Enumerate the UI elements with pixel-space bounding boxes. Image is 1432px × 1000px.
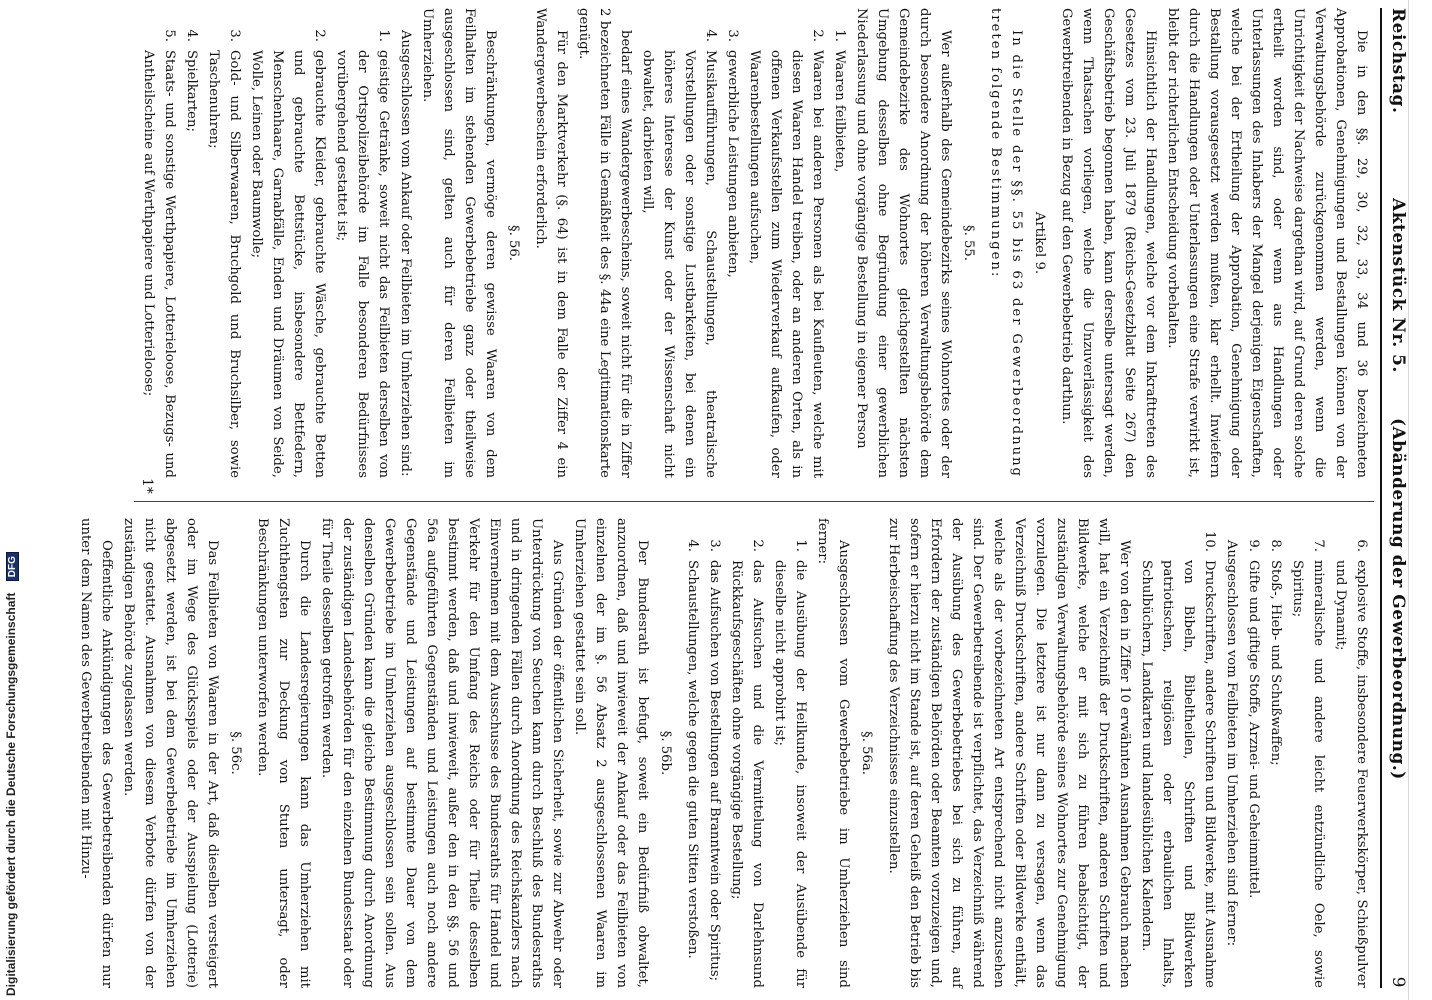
list-item-text: das Aufsuchen und die Vermittelung von Darlehnsund Rückkaufsgeschäften ohne vorgängige Bestellung; xyxy=(729,560,765,988)
running-head-title: Reichstag. xyxy=(1388,8,1408,114)
section-heading: §. 56. xyxy=(506,225,521,261)
list-item-number: 5. xyxy=(162,29,177,42)
numbered-list-item xyxy=(704,518,725,988)
body-paragraph: Wer von den in Ziffer 10 erwähnten Ausnahmen Gebrauch machen will, hat ein Verzeichniß der Druckschriften, anderen Schriften und Bildwerke, welche er mit sich zu führen beabsichtigt, der zuständigen Verwaltungsbehörde seines Wohnortes zur Genehmigung vorzulegen. Die letztere ist nur dann zu versagen, wenn das Verzeichniß Druckschriften, andere Schriften oder Bildwerke enthält, welche als der vorbezeichneten Art entsprechend nicht anzusehen sind. Der Gewerbetreibende ist verpflichtet, das Verzeichniß während der Ausübung des Gewerbebetriebes bei sich zu führen, auf Erfordern der zuständigen Behörden oder Beamten vorzuzeigen und, sofern er hierzu nicht im Stande ist, auf deren Geheiß den Betrieb bis zur Herbeischaffung des Verzeichnisses einzustellen. xyxy=(886,518,1132,988)
section-heading: §. 55. xyxy=(961,225,976,261)
numbered-list-item xyxy=(1136,518,1220,988)
scan-edge xyxy=(1408,0,1432,1000)
list-item-text: die Ausübung der Heilkunde, insoweit der Ausübende für dieselbe nicht approbirt ist; xyxy=(772,560,808,988)
running-head xyxy=(1382,8,1410,988)
list-item-text: Druckschriften, andere Schriften und Bildwerke, mit Ausnahme von Bibeln, Bibeltheilen, Schriften und Bildwerken patriotischen, religiösen oder erbaulichen Inhalts, Schulbüchern, Landkarten und landesüblichen Kalendern. xyxy=(1139,560,1217,988)
digitisation-credit xyxy=(4,16,19,996)
numbered-list-item xyxy=(181,8,202,478)
list-item-text: geistige Getränke, soweit nicht das Feilbieten derselben von der Ortspolizeibehörde im Falle besonderen Bedürfnisses vorübergehend gestattet ist; xyxy=(334,50,391,478)
page-number: 9 xyxy=(1388,976,1408,988)
body-paragraph: Ausgeschlossen vom Gewerbebetriebe im Umherziehen sind ferner: xyxy=(815,518,851,988)
list-item-text: Musikaufführungen, Schaustellungen, theatralische Vorstellungen oder sonstige Lustbarkeiten, bei denen ein höheres Interesse der Kunst oder der Wissenschaft nicht obwaltet, darbieten will, xyxy=(640,50,718,478)
body-paragraph: Ausgeschlossen vom Feilbieten im Umherziehen sind ferner: xyxy=(1224,540,1239,947)
list-item-number: 1. xyxy=(376,29,391,42)
list-item-number: 4. xyxy=(685,539,700,552)
list-item-text: Gifte und giftige Stoffe, Arznei- und Geheimmittel. xyxy=(1246,560,1261,899)
list-item-text: Stoß-, Hieb- und Schußwaffen; xyxy=(1268,560,1283,766)
body-paragraph: Oeffentliche Ankündigungen des Gewerbetreibenden dürfen nur unter dem Namen des Gewerbetreibenden mit Hinzu- xyxy=(78,518,114,988)
text-column-right xyxy=(78,518,1372,988)
numbered-list-item xyxy=(726,518,768,988)
list-item-text: mineralische und andere leicht entzündliche Oele, sowie Spiritus; xyxy=(1290,560,1326,988)
body-paragraph: Für den Marktverkehr (§. 64) ist in dem Falle der Ziffer 4 ein Wandergewerbeschein erforderlich. xyxy=(533,8,569,478)
running-head-subject: (Abänderung der Gewerbeordnung.) xyxy=(1388,418,1408,780)
header-rule xyxy=(1380,8,1382,988)
numbered-list-item xyxy=(1265,518,1286,988)
list-item-text: explosive Stoffe, insbesondere Feuerwerkskörper, Schießpulver und Dynamit; xyxy=(1333,560,1369,988)
numbered-list-item xyxy=(331,8,394,478)
text-column-left xyxy=(122,8,1372,478)
numbered-list-item xyxy=(138,8,180,478)
list-item-number: 2. xyxy=(750,539,765,552)
list-item-number: 2. xyxy=(810,29,825,42)
list-item-number: 6. xyxy=(1354,539,1369,552)
column-divider xyxy=(134,501,1374,502)
list-item-number: 3. xyxy=(227,29,242,42)
numbered-list-item xyxy=(203,8,245,478)
list-item-text: Staats- und sonstige Werthpapiere, Lotterieloose, Bezugs- und Antheilscheine auf Werthpapiere und Lotterieloose; xyxy=(141,50,177,478)
numbered-list-item xyxy=(1287,518,1329,988)
body-paragraph: Das Feilbieten von Waaren in der Art, daß dieselben versteigert oder im Wege des Glücksspiels oder der Ausspielung (Lotterie) abgesetzt werden, ist bei dem Gewerbebetriebe im Umherziehen nicht gestattet. Ausnahmen von diesem Verbote dürfen von der zuständigen Behörde zugelassen werden. xyxy=(121,518,220,988)
numbered-list-item xyxy=(637,8,721,478)
list-item-number: 3. xyxy=(707,539,722,552)
list-item-text: gewerbliche Leistungen anbieten, xyxy=(725,50,740,278)
numbered-list-item xyxy=(682,518,703,988)
list-item-number: 3. xyxy=(725,29,740,42)
numbered-list-item xyxy=(829,8,850,478)
dfg-logo: DFG xyxy=(6,552,19,581)
body-paragraph: Hinsichtlich der Handlungen, welche vor dem Inkrafttreten des Gesetzes vom 23. Juli 1879 (Reichs-Gesetzblatt Seite 267) den Geschäftsbetrieb begonnen haben, kann derselbe untersagt werden, wenn Thatsachen vorliegen, welche die Unzuverlässigkeit des Gewerbtreibenden in Bezug auf den Gewerbebetrieb darthun. xyxy=(1059,8,1158,478)
list-item-number: 4. xyxy=(184,29,199,42)
list-item-number: 1. xyxy=(832,29,847,42)
list-item-text: Spielkarten; xyxy=(184,50,199,132)
list-item-text: Waaren feilbieten, xyxy=(832,50,847,173)
digitisation-credit-text: Digitalisierung gefördert durch die Deutsche Forschungsgemeinschaft xyxy=(4,592,18,996)
section-heading: §. 56c. xyxy=(228,731,243,775)
numbered-list-item xyxy=(769,518,811,988)
body-paragraph: Der Bundesrath ist befugt, soweit ein Bedürfniß obwaltet, anzuordnen, daß und inwieweit der Ankauf oder das Feilbieten von einzelnen der im §. 56 Absatz 2 ausgeschlossenen Waaren im Umherziehen gestattet sein soll. xyxy=(572,518,650,988)
body-paragraph: Ausgeschlossen vom Ankauf oder Feilbieten im Umherziehen sind: xyxy=(398,30,413,477)
numbered-list-item xyxy=(744,8,828,478)
body-paragraph: Die in den §§. 29, 30, 32, 33, 34 und 36 bezeichneten Approbationen, Genehmigungen und Bestallungen können von der Verwaltungsbehörde zurückgenommen werden, wenn die Unrichtigkeit der Nachweise dargethan wird, auf Grund deren solche ertheilt worden sind, oder wenn aus Handlungen oder Unterlassungen des Inhabers der Mangel derjenigen Eigenschaften, welche bei der Ertheilung der Approbation, Genehmigung oder Bestallung vorausgesetzt werden mußten, klar erhellt. Inwiefern durch die Handlungen oder Unterlassungen eine Strafe verwirkt ist, bleibt der richterlichen Entscheidung vorbehalten. xyxy=(1165,8,1369,478)
list-item-text: Schaustellungen, welche gegen die guten Sitten verstoßen. xyxy=(685,560,700,959)
section-heading: §. 56b. xyxy=(658,730,673,776)
list-item-number: 10. xyxy=(1202,531,1217,552)
numbered-list-item xyxy=(246,8,330,478)
list-item-number: 9. xyxy=(1246,539,1261,552)
section-heading: §. 56a. xyxy=(859,731,874,775)
list-item-number: 7. xyxy=(1311,539,1326,552)
body-paragraph: Wer außerhalb des Gemeindebezirks seines Wohnortes oder der durch besondere Anordnung der höheren Verwaltungsbehörde dem Gemeindebezirke des Wohnortes gleichgestellten nächsten Umgebung desselben ohne Begründung einer gewerblichen Niederlassung und ohne vorgängige Bestellung in eigener Person xyxy=(854,8,953,478)
numbered-list-item xyxy=(722,8,743,478)
list-item-number: 4. xyxy=(703,29,718,42)
section-heading: Artikel 9. xyxy=(1032,211,1047,275)
list-item-text: das Aufsuchen von Bestellungen auf Branntwein oder Spiritus; xyxy=(707,560,722,982)
list-item-number: 2. xyxy=(312,29,327,42)
list-item-number: 1. xyxy=(793,539,808,552)
numbered-list-item xyxy=(1243,518,1264,988)
spaced-paragraph: In die Stelle der §§. 55 bis 63 der Gewerbeordnung treten folgende Bestimmungen: xyxy=(988,8,1024,478)
list-item-text: gebrauchte Kleider, gebrauchte Wäsche, gebrauchte Betten und gebrauchte Bettstücke, insbesondere Bettfedern, Menschenhaare, Garnabfälle, Enden und Dräumen von Seide, Wolle, Leinen oder Baumwolle; xyxy=(249,50,327,478)
body-paragraph: Beschränkungen, vermöge deren gewisse Waaren von dem Feilhalten im stehenden Gewerbebetriebe ganz oder theilweise ausgeschlossen sind, gelten auch für deren Feilbieten im Umherziehen. xyxy=(420,8,498,478)
list-item-text: Gold- und Silberwaaren, Bruchgold und Bruchsilber, sowie Taschenuhren; xyxy=(206,50,242,478)
list-item-number: 8. xyxy=(1268,539,1283,552)
running-head-document-number: Aktenstück Nr. 5. xyxy=(1388,198,1408,373)
printer-signature-mark: 1* xyxy=(139,478,155,494)
numbered-list-item xyxy=(1330,518,1372,988)
body-paragraph: Durch die Landesregierungen kann das Umherziehen mit Zuchthengsten zur Deckung von Stuten untersagt, oder Beschränkungen unterworfen werden. xyxy=(255,518,312,988)
body-paragraph: Aus Gründen der öffentlichen Sicherheit, sowie zur Abwehr oder Unterdrückung von Seuchen kann durch Beschluß des Bundesraths und in dringenden Fällen durch Anordnung des Reichskanzlers nach Einvernehmen mit dem Ausschusse des Bundesraths für Handel und Verkehr für den Umfang des Reichs oder für Theile desselben bestimmt werden, daß und inwieweit, außer den in den §§. 56 und 56a aufgeführten Gegenständen und Leistungen auch noch andere Gegenstände und Leistungen auf bestimmte Dauer von dem Gewerbebetriebe im Umherziehen ausgeschlossen sein sollen. Aus denselben Gründen kann die gleiche Bestimmung durch Anordnung der zuständigen Landesbehörden für den einzelnen Bundesstaat oder für Theile desselben getroffen werden. xyxy=(319,518,565,988)
list-item-text: Waaren bei anderen Personen als bei Kaufleuten, welche mit diesen Waaren Handel treiben, oder an anderen Orten, als in offenen Verkaufsstellen zum Wiederverkauf aufkaufen, oder Waarenbestellungen aufsuchen, xyxy=(747,50,825,478)
document-page xyxy=(78,8,1410,988)
body-paragraph: bedarf eines Wandergewerbescheins, soweit nicht für die in Ziffer 2 bezeichneten Fälle in Gemäßheit des §. 44a eine Legitimationskarte genügt. xyxy=(576,8,633,478)
